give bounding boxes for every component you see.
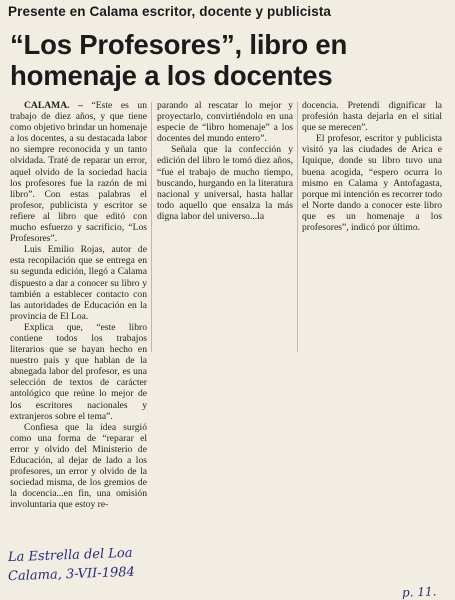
- headline-line-1: “Los Profesores”, libro en: [10, 29, 348, 60]
- paragraph: parando al rescatar lo mejor y proyectarlo, convirtiéndolo en una especie de “libro homenaje” a los docentes del mundo entero”.: [157, 100, 293, 145]
- kicker-headline: Presente en Calama escritor, docente y publicista: [8, 4, 332, 19]
- article-column-1: [10, 100, 147, 510]
- paragraph: El profesor, escritor y publicista visitó ya las ciudades de Arica e Iquique, donde su libro tuvo una buena acogida, “espero ocurra lo mismo en Calama y Antofagasta, porque mi intención es recorrer todo el Norte dando a conocer este libro que es un homenaje a los profesores”, indicó por último.: [302, 133, 442, 234]
- handwritten-source-note: La Estrella del Loa: [7, 545, 133, 566]
- handwritten-date-note: Calama, 3-VII-1984: [7, 564, 136, 585]
- column-divider: [297, 102, 298, 352]
- main-headline: [10, 29, 450, 91]
- paragraph: Confiesa que la idea surgió como una forma de “reparar el error y olvido del Ministerio de Educación, al dejar de lado a los profesores, un error y olvido de la sociedad misma, de los gremios de la docencia...en fin, una omisión involuntaria que estoy re-: [10, 421, 147, 511]
- paragraph: Luis Emilio Rojas, autor de esta recopilación que se entrega en su segunda edición, llegó a Calama dispuesto a dar a conocer su libro y también a establecer contacto con las autoridades de Educación en la provincia de El Loa.: [10, 244, 147, 322]
- handwritten-page-note: p. 11.: [401, 584, 437, 600]
- paragraph: [10, 100, 147, 244]
- dateline: CALAMA. –: [24, 100, 83, 111]
- headline-line-2: homenaje a los docentes: [10, 60, 333, 91]
- column-divider: [151, 102, 152, 352]
- article-column-3: [302, 100, 442, 233]
- paragraph-text: “Este es un trabajo de diez años, y que tiene como objetivo brindar un homenaje a los docentes, a su destacada labor no siempre reconocida y un tanto olvidada. Traté de reparar un error, aquel olvido de la sociedad hacia los profesores fue la razón de mi libro”. Con estas palabras el profesor, publicista y escritor se refiere al libro que editó con mucho esfuerzo y sacrificio, “Los Profesores”.: [10, 100, 147, 245]
- article-column-2: [157, 100, 293, 222]
- paragraph: Señala que la confección y edición del libro le tomó diez años, “fue el trabajo de mucho tiempo, buscando, hurgando en la literatura nacional y universal, hasta hallar todo aquello que ensalza la más digna labor del universo...la: [157, 144, 293, 222]
- paragraph: docencia. Pretendí dignificar la profesión hasta dejarla en el sitial que se merecen”.: [302, 100, 442, 134]
- paragraph: Explica que, “este libro contiene todos los trabajos literarios que se hayan hecho en nuestro país y que hablan de la abnegada labor del profesor, es una selección de textos de carácter antológico que reúne lo mejor de los escritores nacionales y extranjeros sobre el tema”.: [10, 321, 147, 422]
